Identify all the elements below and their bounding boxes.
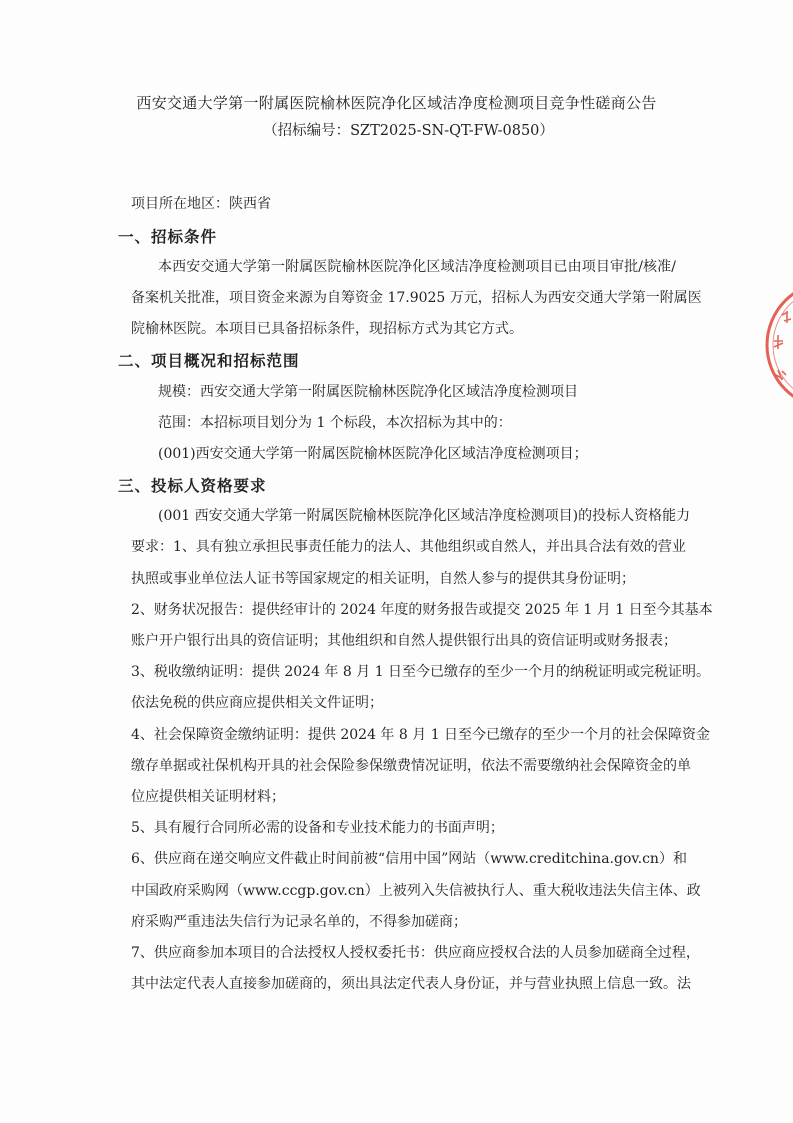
project-scope: 范围：本招标项目划分为 1 个标段，本次招标为其中的： bbox=[158, 414, 512, 431]
section-heading-bidder-qualifications: 三、投标人资格要求 bbox=[118, 476, 267, 496]
paragraph-line: 7、供应商参加本项目的合法授权人授权委托书：供应商应授权合法的人员参加磋商全过程， bbox=[131, 944, 700, 961]
paragraph-line: 中国政府采购网（www.ccgp.gov.cn）上被列入失信被执行人、重大税收违法失信主体、政 bbox=[131, 882, 701, 899]
project-lot: (001)西安交通大学第一附属医院榆林医院净化区域洁净度检测项目； bbox=[158, 445, 588, 462]
project-scale: 规模：西安交通大学第一附属医院榆林医院净化区域洁净度检测项目 bbox=[158, 383, 578, 400]
tender-number: （招标编号：SZT2025-SN-QT-FW-0850） bbox=[263, 123, 554, 139]
document-title: 西安交通大学第一附属医院榆林医院净化区域洁净度检测项目竞争性磋商公告 bbox=[136, 94, 657, 112]
paragraph-line: 府采购严重违法失信行为记录名单的，不得参加磋商； bbox=[131, 913, 467, 930]
red-seal-stamp bbox=[740, 275, 793, 415]
document-body bbox=[0, 189, 793, 1000]
paragraph-line: 依法免税的供应商应提供相关文件证明； bbox=[131, 695, 383, 712]
paragraph-line: 4、社会保障资金缴纳证明：提供 2024 年 8 月 1 日至今已缴存的至少一个月的社会保障资金 bbox=[131, 726, 711, 743]
paragraph-line: 2、财务状况报告：提供经审计的 2024 年度的财务报告或提交 2025 年 1 月 1 日至今其基本 bbox=[131, 601, 713, 618]
paragraph-line: 本西安交通大学第一附属医院榆林医院净化区域洁净度检测项目已由项目审批/核准/ bbox=[158, 258, 676, 275]
project-region: 项目所在地区：陕西省 bbox=[131, 196, 271, 213]
section-heading-tender-conditions: 一、招标条件 bbox=[118, 226, 218, 246]
section-heading-project-overview: 二、项目概况和招标范围 bbox=[118, 351, 300, 371]
paragraph-line: 账户开户银行出具的资信证明；其他组织和自然人提供银行出具的资信证明或财务报表； bbox=[131, 633, 677, 650]
seal-lettering-marks bbox=[774, 311, 791, 380]
paragraph-line: 位应提供相关证明材料； bbox=[131, 788, 285, 805]
paragraph-line: 院榆林医院。本项目已具备招标条件，现招标方式为其它方式。 bbox=[131, 321, 523, 338]
paragraph-line: 5、具有履行合同所必需的设备和专业技术能力的书面声明； bbox=[131, 820, 504, 837]
paragraph-line: 备案机关批准，项目资金来源为自筹资金 17.9025 万元，招标人为西安交通大学第一附属医 bbox=[131, 289, 702, 306]
paragraph-line: 缴存单据或社保机构开具的社会保险参保缴费情况证明，依法不需要缴纳社会保障资金的单 bbox=[131, 757, 691, 774]
paragraph-line: 6、供应商在递交响应文件截止时间前被“信用中国”网站（www.creditchina.gov.cn）和 bbox=[131, 851, 687, 868]
paragraph-line: 要求：1、具有独立承担民事责任能力的法人、其他组织或自然人，并出具合法有效的营业 bbox=[131, 539, 686, 556]
paragraph-line: (001 西安交通大学第一附属医院榆林医院净化区域洁净度检测项目)的投标人资格能力 bbox=[158, 508, 691, 525]
paragraph-line: 3、税收缴纳证明：提供 2024 年 8 月 1 日至今已缴存的至少一个月的纳税证明或完税证明。 bbox=[131, 664, 711, 681]
paragraph-line: 执照或事业单位法人证书等国家规定的相关证明，自然人参与的提供其身份证明； bbox=[131, 570, 635, 587]
paragraph-line: 其中法定代表人直接参加磋商的，须出具法定代表人身份证，并与营业执照上信息一致。法 bbox=[131, 976, 691, 993]
